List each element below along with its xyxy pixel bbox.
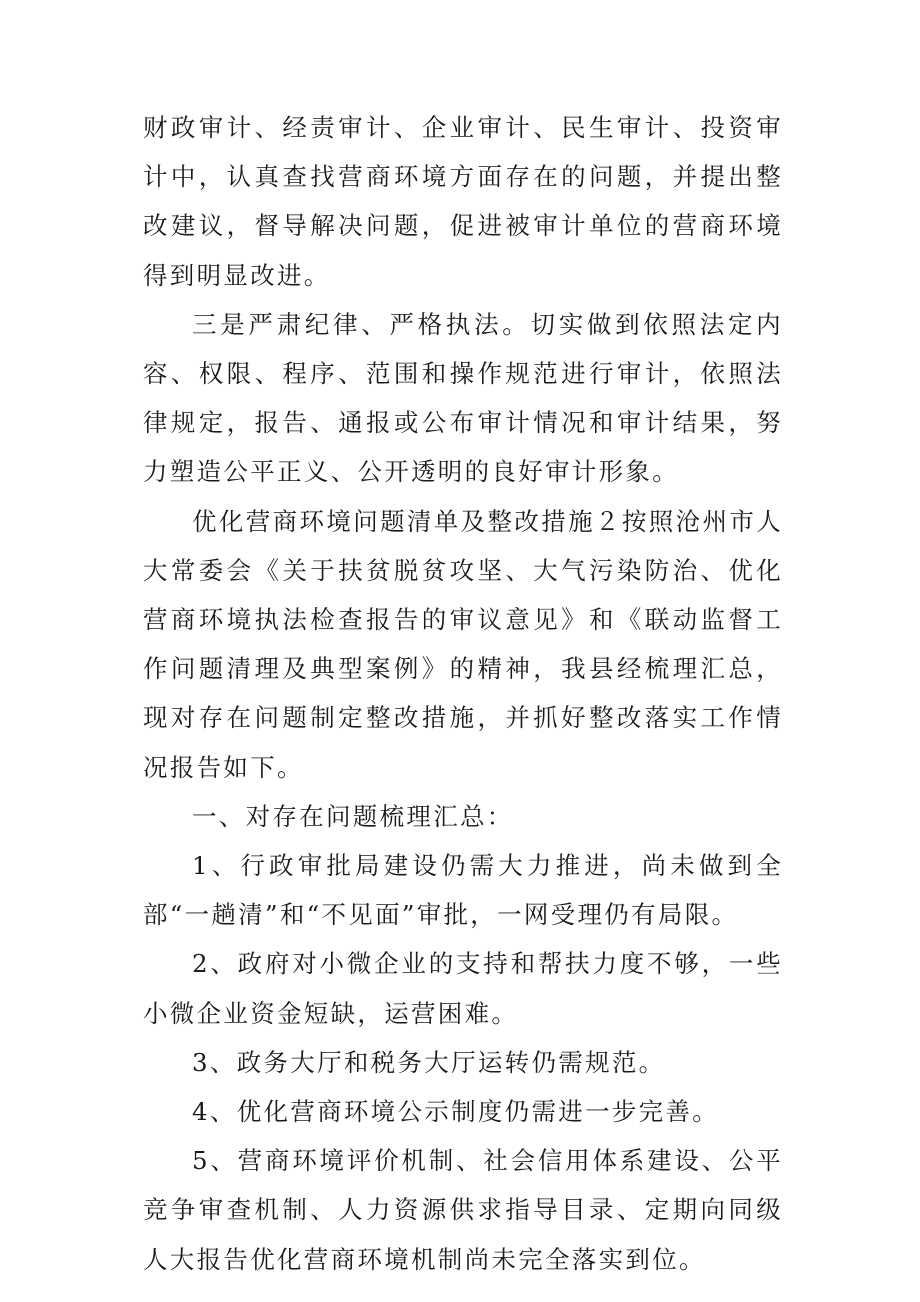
paragraph-8: 4、优化营商环境公示制度仍需进一步完善。	[192, 1097, 720, 1127]
paragraph-1: 财政审计、经责审计、企业审计、民生审计、投资审计中，认真查找营商环境方面存在的问题，并提出整改建议，督导解决问题，促进被审计单位的营商环境得到明显改进。	[143, 113, 783, 290]
paragraph-9: 5、营商环境评价机制、社会信用体系建设、公平竞争审查机制、人力资源供求指导目录、定期向同级人大报告优化营商环境机制尚未完全落实到位。	[143, 1146, 783, 1274]
document-body	[143, 103, 783, 1284]
paragraph-7: 3、政务大厅和税务大厅运转仍需规范。	[192, 1047, 666, 1077]
paragraph-4: 一、对存在问题梳理汇总：	[192, 801, 514, 831]
paragraph-6: 2、政府对小微企业的支持和帮扶力度不够，一些小微企业资金短缺，运营困难。	[143, 949, 783, 1028]
paragraph-2: 三是严肃纪律、严格执法。切实做到依照法定内容、权限、程序、范围和操作规范进行审计，依照法律规定，报告、通报或公布审计情况和审计结果，努力塑造公平正义、公开透明的良好审计形象。	[143, 309, 783, 487]
paragraph-3: 优化营商环境问题清单及整改措施２按照沧州市人大常委会《关于扶贫脱贫攻坚、大气污染防治、优化营商环境执法检查报告的审议意见》和《联动监督工作问题清理及典型案例》的精神，我县经梳理汇总，现对存在问题制定整改措施，并抓好整改落实工作情况报告如下。	[143, 506, 783, 782]
paragraph-5: 1、行政审批局建设仍需大力推进，尚未做到全部“一趟清”和“不见面”审批，一网受理仍有局限。	[143, 851, 783, 930]
